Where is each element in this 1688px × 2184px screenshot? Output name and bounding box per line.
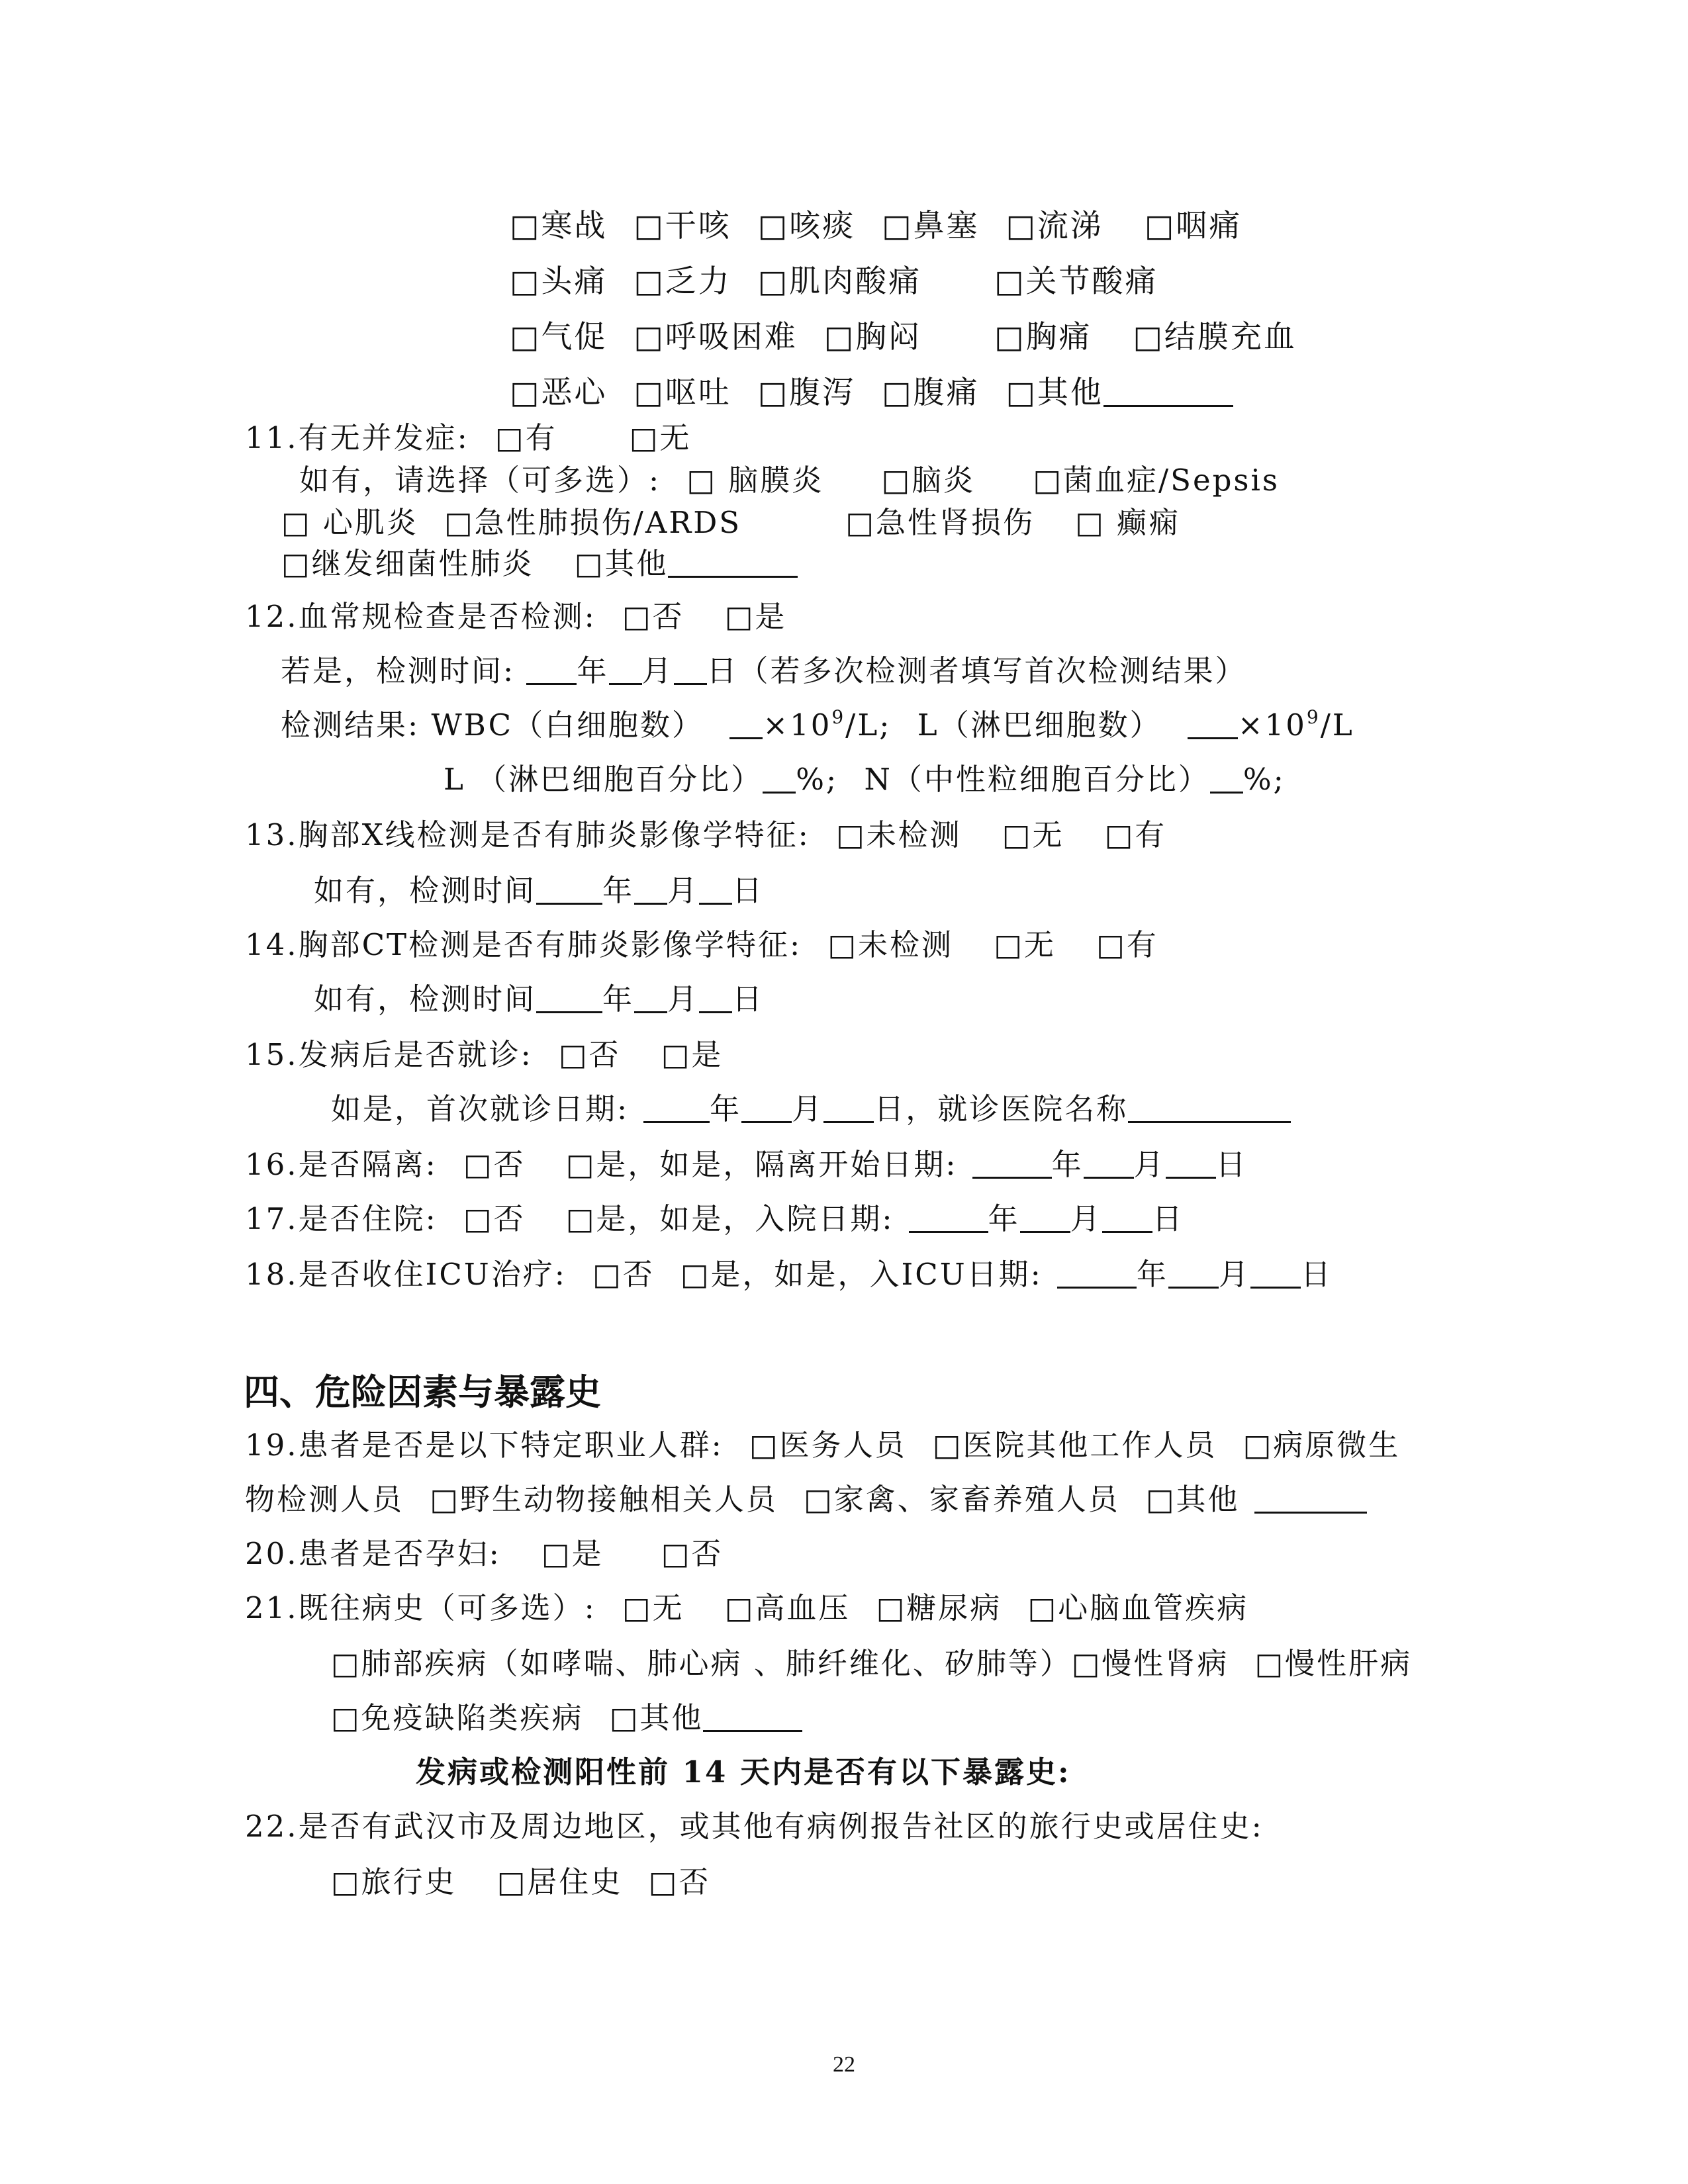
q18-question: 18.是否收住ICU治疗: [245,1257,567,1292]
q16-day-blank[interactable] [1166,1148,1216,1179]
q11-yes-checkbox[interactable]: □有 [495,420,557,455]
q13-year-label: 年 [602,873,635,908]
q15-hospital-blank[interactable] [1128,1092,1291,1123]
q14-day-label: 日 [732,981,765,1017]
wbc-value-blank[interactable] [729,708,763,739]
checkbox-runny-nose[interactable]: □流涕 [1006,208,1103,244]
lymph-count-blank[interactable] [1188,708,1238,739]
q18-no-checkbox[interactable]: □否 [592,1257,655,1292]
q21-line-1 [245,1588,1248,1628]
q17-month-blank[interactable] [1020,1202,1070,1233]
section-4-heading: 四、危险因素与暴露史 [244,1371,601,1413]
q20-line [245,1534,723,1574]
q18-year-blank[interactable] [1057,1257,1137,1289]
q15-no-checkbox[interactable]: □否 [559,1037,621,1072]
q13-year-blank[interactable] [536,874,602,905]
q12-result-prefix: 检测结果: WBC（白细胞数） [281,707,704,743]
q15-line [245,1035,723,1075]
q12-year-label: 年 [577,653,609,688]
checkbox-travel-history[interactable]: □旅行史 [331,1864,457,1899]
q13-time-prefix: 如有，检测时间 [314,873,537,908]
q17-year-blank[interactable] [909,1202,988,1233]
complication-other-blank[interactable] [668,547,798,578]
symptom-row-3 [510,318,1297,357]
q19-continuation: 物检测人员 [245,1482,404,1517]
q19-line-2 [245,1480,1367,1520]
q21-line-3 [331,1698,802,1738]
checkbox-myocarditis[interactable]: □ 心肌炎 [281,505,418,540]
q18-line [245,1255,1333,1295]
q13-month-blank[interactable] [634,874,667,905]
q11-line [245,418,691,458]
q20-no-checkbox[interactable]: □否 [661,1536,724,1571]
checkbox-fatigue[interactable]: □乏力 [633,263,731,300]
q18-year-label: 年 [1136,1257,1168,1292]
checkbox-poultry-livestock[interactable]: □家禽、家畜养殖人员 [804,1482,1120,1517]
checkbox-cardio-cerebrovascular[interactable]: □心脑血管疾病 [1027,1590,1249,1625]
q15-question: 15.发病后是否就诊: [245,1037,533,1072]
q21-question: 21.既往病史（可多选）: [245,1590,596,1625]
q12-month-label: 月 [641,653,674,688]
q13-yes-checkbox[interactable]: □有 [1104,817,1167,852]
q14-question: 14.胸部CT检测是否有肺炎影像学特征: [245,927,802,962]
checkbox-wildlife-contact[interactable]: □野生动物接触相关人员 [430,1482,778,1517]
checkbox-abdominal-pain[interactable]: □腹痛 [882,375,980,411]
q12-question: 12.血常规检查是否检测: [245,599,596,634]
symptom-other-blank[interactable] [1103,376,1233,407]
q14-year-label: 年 [602,981,635,1017]
checkbox-joint-ache[interactable]: □关节酸痛 [994,263,1158,300]
q18-day-label: 日 [1300,1257,1333,1292]
checkbox-sore-throat[interactable]: □咽痛 [1144,208,1243,244]
q14-no-checkbox[interactable]: □无 [994,927,1056,962]
q13-line [245,815,1166,855]
checkbox-sputum[interactable]: □咳痰 [757,208,856,244]
checkbox-chills[interactable]: □寒战 [510,208,608,244]
q12-year-blank[interactable] [526,654,577,685]
checkbox-headache[interactable]: □头痛 [510,263,608,300]
occupation-other-blank[interactable] [1254,1482,1367,1514]
q17-line [245,1199,1184,1239]
history-other-blank[interactable] [703,1701,802,1732]
symptom-row-2 [510,262,1158,302]
q15-date-line [331,1089,1291,1129]
checkbox-ards[interactable]: □急性肺损伤/ARDS [444,505,742,540]
q12-month-blank[interactable] [609,654,642,685]
neut-pct-blank[interactable] [1210,762,1243,794]
q14-yes-checkbox[interactable]: □有 [1096,927,1158,962]
q16-month-label: 月 [1133,1147,1166,1182]
q16-year-blank[interactable] [972,1148,1052,1179]
q14-untested-checkbox[interactable]: □未检测 [827,927,954,962]
q18-month-label: 月 [1218,1257,1250,1292]
q14-time-line [314,979,764,1019]
q18-month-blank[interactable] [1168,1257,1219,1289]
q12-time-line [281,651,1247,691]
q15-year-blank[interactable] [643,1092,710,1123]
wbc-unit-base: ×10 [763,707,832,743]
lymph-unit-exponent: 9 [1306,706,1321,728]
q12-time-prefix: 若是，检测时间: [281,653,516,688]
q13-time-line [314,871,764,911]
wbc-unit-suffix: /L; [845,707,892,743]
q15-month-label: 月 [792,1091,824,1126]
q16-question: 16.是否隔离: [245,1147,438,1182]
page-number: 22 [833,2052,855,2077]
checkbox-hypertension[interactable]: □高血压 [724,1590,851,1625]
q14-month-label: 月 [667,981,700,1017]
q13-question: 13.胸部X线检测是否有肺炎影像学特征: [245,817,810,852]
q12-day-label: 日 [706,653,739,688]
q17-year-label: 年 [988,1201,1020,1236]
checkbox-encephalitis[interactable]: □脑炎 [881,463,976,498]
q15-date-prefix: 如是，首次就诊日期: [331,1091,630,1126]
q15-year-label: 年 [710,1091,742,1126]
symptom-row-1 [510,206,1242,246]
q12-result-line-2 [444,760,1286,799]
q16-day-label: 日 [1215,1147,1248,1182]
q12-yes-checkbox[interactable]: □是 [724,599,787,634]
lymph-pct-sep: %; [796,762,839,797]
q15-day-blank[interactable] [823,1092,874,1123]
checkbox-secondary-bacterial-pneumonia[interactable]: □继发细菌性肺炎 [281,546,534,581]
exposure-header: 发病或检测阳性前 14 天内是否有以下暴露史: [416,1754,1071,1790]
q12-result-line-1 [281,705,1354,745]
q13-untested-checkbox[interactable]: □未检测 [836,817,962,852]
q12-line [245,597,786,637]
checkbox-dry-cough[interactable]: □干咳 [633,208,731,244]
checkbox-meningitis[interactable]: □ 脑膜炎 [686,463,824,498]
checkbox-chronic-liver-disease[interactable]: □慢性肝病 [1254,1646,1413,1681]
q16-no-checkbox[interactable]: □否 [463,1147,526,1182]
q13-no-checkbox[interactable]: □无 [1002,817,1064,852]
lymph-pct-blank[interactable] [763,762,796,794]
q14-time-prefix: 如有，检测时间 [314,981,537,1017]
q14-year-blank[interactable] [536,982,602,1013]
q17-question: 17.是否住院: [245,1201,438,1236]
q17-month-label: 月 [1070,1201,1102,1236]
checkbox-acute-kidney-injury[interactable]: □急性肾损伤 [845,505,1035,540]
q18-day-blank[interactable] [1250,1257,1301,1289]
wbc-unit-exponent: 9 [831,706,846,728]
q15-month-blank[interactable] [741,1092,792,1123]
q18-yes-checkbox[interactable]: □是，如是，入ICU日期: [680,1257,1043,1292]
q11-question: 11.有无并发症: [245,420,469,455]
q17-yes-checkbox[interactable]: □是，如是，入院日期: [565,1201,894,1236]
q17-no-checkbox[interactable]: □否 [463,1201,526,1236]
symptom-row-4 [510,373,1233,413]
checkbox-vomiting[interactable]: □呕吐 [633,375,731,411]
q14-line [245,925,1158,965]
lymph-count-label: L（淋巴细胞数） [917,707,1162,743]
lymph-pct-label: L （淋巴细胞百分比） [444,762,763,797]
checkbox-symptom-other[interactable]: □其他 [1006,375,1103,411]
checkbox-sepsis[interactable]: □菌血症/Sepsis [1033,463,1280,498]
q19-question: 19.患者是否是以下特定职业人群: [245,1428,724,1463]
q13-month-label: 月 [667,873,700,908]
q16-line [245,1145,1248,1185]
q11-no-checkbox[interactable]: □无 [629,420,692,455]
checkbox-muscle-ache[interactable]: □肌肉酸痛 [757,263,922,300]
checkbox-history-none[interactable]: □无 [622,1590,684,1625]
checkbox-nasal-congestion[interactable]: □鼻塞 [882,208,980,244]
q12-time-note: （若多次检测者填写首次检测结果） [738,653,1247,688]
checkbox-shortness-of-breath[interactable]: □气促 [510,319,608,355]
checkbox-exposure-no[interactable]: □否 [648,1864,711,1899]
q14-month-blank[interactable] [634,982,667,1013]
checkbox-other-hospital-staff[interactable]: □医院其他工作人员 [932,1428,1217,1463]
q16-year-label: 年 [1051,1147,1084,1182]
checkbox-nausea[interactable]: □恶心 [510,375,608,411]
checkbox-immunodeficiency[interactable]: □免疫缺陷类疾病 [331,1700,584,1735]
checkbox-occupation-other[interactable]: □其他 [1146,1482,1240,1517]
checkbox-chest-pain[interactable]: □胸痛 [994,319,1092,355]
q17-day-blank[interactable] [1102,1202,1152,1233]
checkbox-diabetes[interactable]: □糖尿病 [876,1590,1002,1625]
q20-yes-checkbox[interactable]: □是 [541,1536,604,1571]
q14-day-blank[interactable] [699,982,732,1013]
q16-yes-checkbox[interactable]: □是，如是，隔离开始日期: [565,1147,958,1182]
neut-pct-label: N（中性粒细胞百分比） [864,762,1210,797]
q12-no-checkbox[interactable]: □否 [622,599,684,634]
lymph-unit-base: ×10 [1237,707,1307,743]
q22-options [331,1862,710,1902]
q11-options-row-1 [299,461,1280,500]
checkbox-dyspnea[interactable]: □呼吸困难 [633,319,798,355]
q11-prompt: 如有，请选择（可多选）: [299,463,661,498]
checkbox-diarrhea[interactable]: □腹泻 [757,375,856,411]
checkbox-residence-history[interactable]: □居住史 [496,1864,623,1899]
q15-day-hospital-label: 日，就诊医院名称 [874,1091,1129,1126]
neut-pct-end: %; [1243,762,1286,797]
checkbox-history-other[interactable]: □其他 [609,1700,704,1735]
q11-options-row-3 [281,544,798,584]
q15-yes-checkbox[interactable]: □是 [661,1037,724,1072]
checkbox-conjunctival-congestion[interactable]: □结膜充血 [1133,319,1297,355]
q13-day-blank[interactable] [699,874,732,905]
q12-day-blank[interactable] [674,654,707,685]
checkbox-medical-staff[interactable]: □医务人员 [749,1428,907,1463]
q19-line-1 [245,1426,1400,1465]
checkbox-complication-other[interactable]: □其他 [574,546,669,581]
q16-month-blank[interactable] [1084,1148,1134,1179]
q11-options-row-2 [281,503,1180,543]
lymph-unit-suffix: /L [1320,707,1354,743]
q22-question: 22.是否有武汉市及周边地区，或其他有病例报告社区的旅行史或居住史: [245,1809,1264,1844]
q20-question: 20.患者是否孕妇: [245,1536,501,1571]
q13-day-label: 日 [732,873,765,908]
q17-day-label: 日 [1152,1201,1184,1236]
q21-line-2 [331,1644,1412,1684]
checkbox-lung-disease-ckd[interactable]: □肺部疾病（如哮喘、肺心病 、肺纤维化、矽肺等）□慢性肾病 [331,1646,1229,1681]
checkbox-epilepsy[interactable]: □ 癫痫 [1075,505,1181,540]
checkbox-chest-tightness[interactable]: □胸闷 [823,319,922,355]
checkbox-pathogen-lab[interactable]: □病原微生 [1243,1428,1401,1463]
